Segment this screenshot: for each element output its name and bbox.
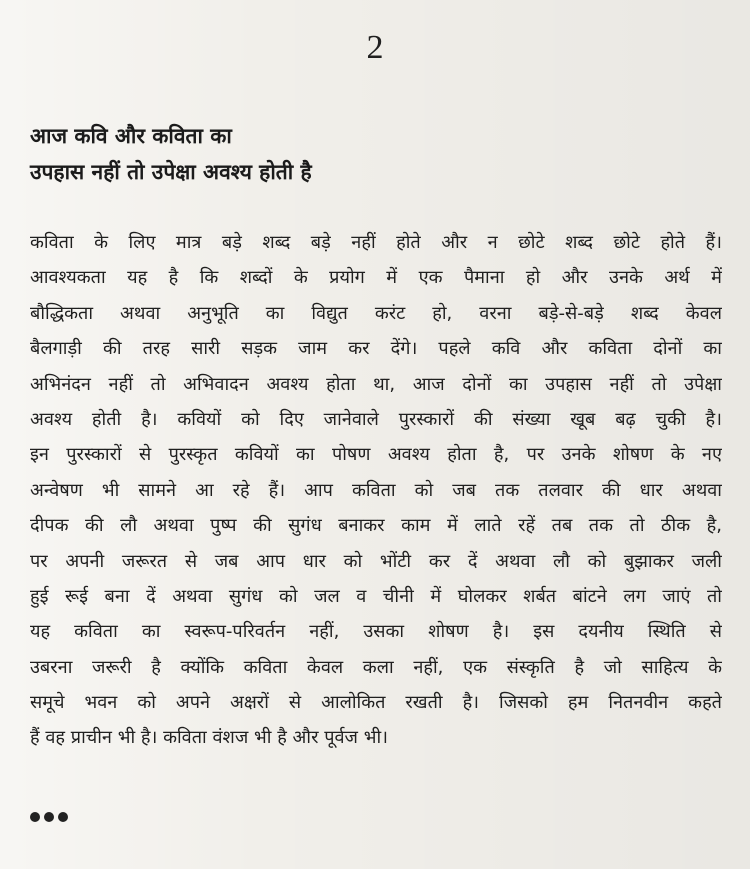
ornament-dot — [44, 812, 54, 822]
body-line-13: उबरना जरूरी है क्योंकि कविता केवल कला नहीं, एक संस्कृति है जो साहित्य के — [30, 656, 722, 678]
chapter-body — [30, 225, 722, 756]
body-line-2: आवश्यकता यह है कि शब्दों के प्रयोग में एक पैमाना हो और उनके अर्थ में — [30, 267, 722, 289]
ornament-dot — [30, 812, 40, 822]
ornament-dot — [58, 812, 68, 822]
body-line-10: पर अपनी जरूरत से जब आप धार को भोंटी कर दें अथवा लौ को बुझाकर जली — [30, 550, 722, 572]
body-line-1: कविता के लिए मात्र बड़े शब्द बड़े नहीं होते और न छोटे शब्द छोटे होते हैं। — [30, 232, 722, 253]
body-line-3: बौद्धिकता अथवा अनुभूति का विद्युत करंट हो, वरना बड़े-से-बड़े शब्द केवल — [30, 302, 722, 324]
body-line-14: समूचे भवन को अपने अक्षरों से आलोकित रखती है। जिसको हम नितनवीन कहते — [30, 692, 722, 714]
body-line-12: यह कविता का स्वरूप-परिवर्तन नहीं, उसका शोषण है। इस दयनीय स्थिति से — [30, 621, 722, 643]
chapter-number: 2 — [366, 29, 384, 66]
heading-line-1: आज कवि और कविता का — [30, 124, 232, 148]
body-line-5: अभिनंदन नहीं तो अभिवादन अवश्य होता था, आज दोनों का उपहास नहीं तो उपेक्षा — [30, 373, 722, 395]
body-line-4: बैलगाड़ी की तरह सारी सड़क जाम कर देंगे। पहले कवि और कविता दोनों का — [30, 338, 722, 360]
body-line-6: अवश्य होती है। कवियों को दिए जानेवाले पुरस्कारों की संख्या खूब बढ़ चुकी है। — [30, 408, 722, 430]
body-line-9: दीपक की लौ अथवा पुष्प की सुगंध बनाकर काम में लाते रहें तब तक तो ठीक है, — [30, 515, 722, 537]
chapter-heading — [30, 118, 720, 190]
heading-line-2: उपहास नहीं तो उपेक्षा अवश्य होती है — [30, 160, 312, 184]
body-line-8: अन्वेषण भी सामने आ रहे हैं। आप कविता को जब तक तलवार की धार अथवा — [30, 479, 722, 501]
body-line-7: इन पुरस्कारों से पुरस्कृत कवियों का पोषण अवश्य होता है, पर उनके शोषण के नए — [30, 444, 722, 466]
section-end-ornament — [30, 812, 68, 822]
body-line-11: हुई रूई बना दें अथवा सुगंध को जल व चीनी में घोलकर शर्बत बांटने लग जाएं तो — [30, 585, 722, 607]
body-line-15: हैं वह प्राचीन भी है। कविता वंशज भी है और पूर्वज भी। — [30, 727, 388, 749]
